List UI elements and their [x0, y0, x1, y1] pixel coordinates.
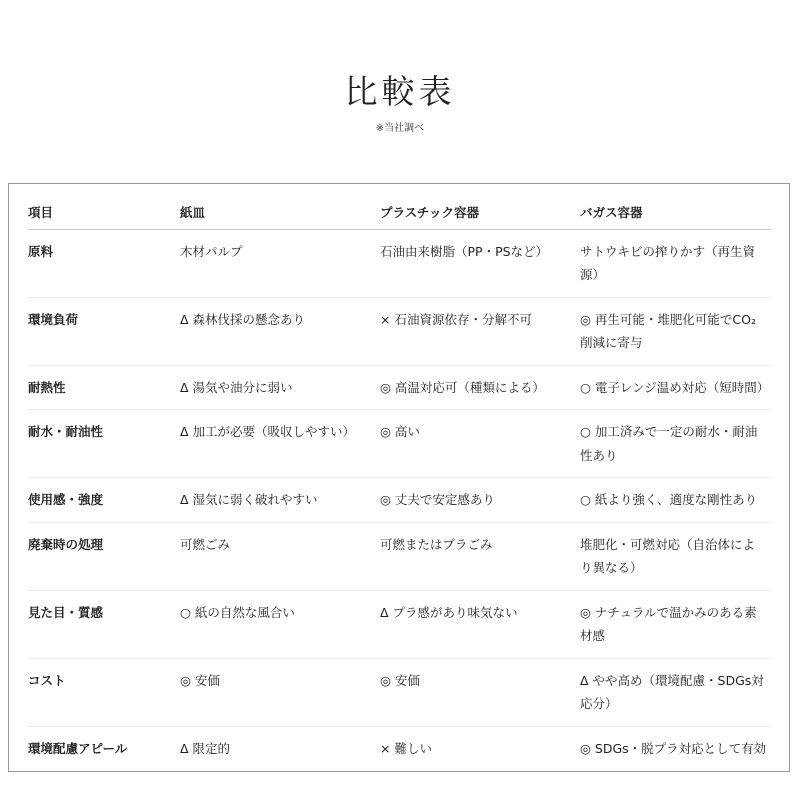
- table-row: [28, 410, 771, 478]
- column-header: 紙皿: [180, 198, 380, 229]
- row-label: 耐水・耐油性: [28, 410, 180, 478]
- table-cell: Δ やや高め（環境配慮・SDGs対応分）: [580, 658, 771, 726]
- comparison-table: [28, 198, 771, 770]
- table-cell: ◎ 安価: [180, 658, 380, 726]
- table-cell: Δ 森林伐採の懸念あり: [180, 297, 380, 365]
- table-row: [28, 590, 771, 658]
- table-cell: ◎ 高い: [380, 410, 580, 478]
- table-row: [28, 658, 771, 726]
- row-label: コスト: [28, 658, 180, 726]
- row-label: 原料: [28, 229, 180, 297]
- table-cell: サトウキビの搾りかす（再生資源）: [580, 229, 771, 297]
- column-header: 項目: [28, 198, 180, 229]
- comparison-table-container: [8, 183, 790, 772]
- table-cell: ◎ SDGs・脱プラ対応として有効: [580, 740, 767, 756]
- table-cell: × 石油資源依存・分解不可: [380, 297, 580, 365]
- row-label: 使用感・強度: [28, 478, 180, 523]
- table-cell: ◎ ナチュラルで温かみのある素材感: [580, 590, 771, 658]
- table-row: [28, 365, 771, 410]
- table-cell: ◎ 再生可能・堆肥化可能でCO₂削減に寄与: [580, 297, 771, 365]
- column-header: バガス容器: [580, 198, 771, 229]
- table-cell: Δ 湯気や油分に弱い: [180, 365, 380, 410]
- table-cell: 可燃またはプラごみ: [380, 522, 580, 590]
- table-row: [28, 726, 771, 770]
- table-cell: ◎ 高温対応可（種類による）: [380, 365, 580, 410]
- page-title: 比較表: [344, 72, 456, 111]
- table-cell: ○ 電子レンジ温め対応（短時間）: [580, 365, 771, 410]
- table-cell: Δ 湿気に弱く破れやすい: [180, 478, 380, 523]
- source-note: ※当社調べ: [375, 123, 425, 134]
- row-label: 耐熱性: [28, 365, 180, 410]
- table-cell: ◎ 安価: [380, 658, 580, 726]
- table-cell: 可燃ごみ: [180, 522, 380, 590]
- table-cell: ○ 紙より強く、適度な剛性あり: [580, 478, 771, 523]
- column-header: プラスチック容器: [380, 198, 580, 229]
- table-cell: Δ 加工が必要（吸収しやすい）: [180, 410, 380, 478]
- table-cell: ◎ 丈夫で安定感あり: [380, 478, 580, 523]
- row-label: 廃棄時の処理: [28, 522, 180, 590]
- table-row: [28, 297, 771, 365]
- table-cell: Δ プラ感があり味気ない: [380, 590, 580, 658]
- table-row: [28, 522, 771, 590]
- table-cell: ○ 紙の自然な風合い: [180, 590, 380, 658]
- table-cell: × 難しい: [380, 740, 432, 756]
- row-label: 環境配慮アピール: [28, 740, 128, 756]
- table-header-row: [28, 198, 771, 229]
- table-cell: Δ 限定的: [180, 740, 231, 756]
- table-cell: 木材パルプ: [180, 229, 380, 297]
- row-label: 環境負荷: [28, 297, 180, 365]
- table-row: [28, 229, 771, 297]
- table-cell: ○ 加工済みで一定の耐水・耐油性あり: [580, 410, 771, 478]
- table-cell: 石油由来樹脂（PP・PSなど）: [380, 229, 580, 297]
- row-label: 見た目・質感: [28, 590, 180, 658]
- table-cell: 堆肥化・可燃対応（自治体により異なる）: [580, 522, 771, 590]
- table-row: [28, 478, 771, 523]
